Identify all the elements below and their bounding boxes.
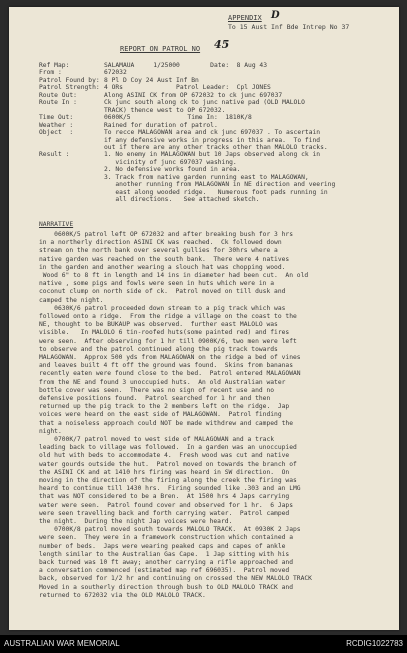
narrative-line: native , some pigs and fowls were seen in huts which were in a (39, 280, 275, 288)
appendix-label: APPENDIX (228, 14, 262, 22)
narrative-line: camped the night. (39, 296, 104, 304)
narrative-line: 0700K/7 patrol moved to west side of MALAGOWAN and a track (39, 436, 275, 443)
narrative-line: visible. In MALOLO 6 tin-roofed huts(some painted red) and fires (39, 329, 290, 337)
narrative-line: coconut clump on north side of ck. Patrol moved on till dusk and (39, 288, 286, 296)
field-label: Route Out: (39, 91, 77, 99)
narrative-line: that was NOT considered to be a Bren. At 1500 hrs 4 Japs carrying (39, 493, 290, 501)
narrative-line: voices were heard on the east side of MALAGOWAN. Patrol finding (39, 411, 282, 419)
narrative-line: number of beds. Japs were wearing peaked caps and capes of ankle (39, 542, 286, 550)
narrative-line: MALAGOWAN. Approx 500 yds from MALAGOWAN on the ridge a bed of vines (39, 354, 301, 361)
field-value: Rained for duration of patrol. (104, 121, 218, 129)
narrative-line: stream on the north bank over several gullies for 30hrs where a (39, 247, 278, 255)
narrative-line: bottle cover was seen. There was no sign of recent use and no (39, 386, 275, 394)
report-title: REPORT ON PATROL NO (120, 45, 201, 53)
narrative-line: water gourds outside the hut. Patrol moved on towards the branch of (39, 460, 297, 468)
field-value: east along wooded ridge. Numerous foot pads running in (104, 188, 328, 196)
narrative-line: NE, thought to be BUKAUP was observed. further east MALOLO was (39, 321, 278, 329)
narrative-line: to observe and the patrol continued along the pig track towards (39, 345, 278, 353)
to-line: To 15 Aust Inf Bde Intrep No 37 (228, 23, 350, 31)
field-label: From : (39, 69, 62, 77)
narrative-line: were seen. They were in a framework construction which contained a (39, 534, 294, 542)
field-value: To recce MALAGOWAN area and ck junc 697037 . To ascertain (104, 129, 321, 137)
narrative-line: from the NE and found 3 unoccupied huts. An old Australian water (39, 378, 286, 386)
narrative-line: old hut with beds to accommodate 4. Fresh wood was cut and native (39, 452, 290, 460)
narrative-line: the ASINI CK and at 1410 hrs firing was heard in SW direction. On (39, 468, 290, 476)
field-value: 1. No enemy in MALAGOWAN but 10 Japs observed along ck in (104, 151, 321, 159)
narrative-line: back turned was 10 ft away; another carrying a rifle approached and (39, 559, 294, 566)
narrative-line: were seen. After observing for 1 hr till 0900K/6, two men were left (39, 337, 297, 345)
narrative-line: 0600K/5 patrol left OP 672032 and after breaking bush for 3 hrs (39, 231, 294, 238)
field-label: Result : (39, 151, 70, 159)
narrative-line: back, observed for 1/2 hr and continuing on crossed the NEW MALOLO TRACK (39, 575, 312, 583)
narrative-line: in the garden and another wearing a slouch hat was chopping wood. (39, 263, 286, 271)
narrative-line: followed onto a ridge. From the ridge a village on the coast to the (39, 313, 297, 320)
document-page (9, 7, 399, 630)
field-value: out if there are any other tracks other than MALOLO tracks. (104, 143, 328, 151)
narrative-line: and leaves built 4 ft off the ground was found. Skins from bananas (39, 362, 294, 370)
narrative-line: 0630K/6 patrol proceeded down stream to a pig track which was (39, 304, 286, 312)
footer-left: AUSTRALIAN WAR MEMORIAL (4, 639, 120, 648)
field-value: Along ASINI CK from OP 672032 to ck junc 697037 (104, 91, 283, 99)
field-label: Object : (39, 129, 74, 137)
narrative-line: a conversation commenced (estimated map ref 696035). Patrol moved (39, 567, 290, 575)
field-value: 8 Pl D Coy 24 Aust Inf Bn (104, 76, 199, 84)
narrative-line: water were seen. Patrol found cover and observed for 1 hr. 6 Japs (39, 501, 294, 509)
narrative-line: Moved in a southerly direction through bush to OLD MALOLO TRACK and (39, 583, 294, 591)
field-label: Time Out: (39, 114, 74, 122)
field-value: 2. No defensive works found in area. (104, 166, 241, 174)
field-value: 4 ORs Patrol Leader: Cpl JONES (104, 84, 271, 92)
field-value: another running from MALAGOWAN in NE direction and veering (104, 181, 336, 189)
archive-footer (0, 635, 407, 653)
narrative-line: returned up the pig track to the 2 members left on the ridge. Jap (39, 403, 290, 411)
field-value: if any defensive works in progress in this area. To find (104, 136, 321, 144)
field-label: Patrol Found by: (39, 76, 100, 84)
footer-right: RCDIG1022783 (346, 639, 403, 648)
field-value: 0600K/5 Time In: 1810K/8 (104, 114, 252, 122)
narrative-line: returned to 672032 via the OLD MALOLO TRACK. (39, 591, 206, 599)
narrative-line: that a noiseless approach could NOT be made withdrew and camped the (39, 419, 294, 427)
appendix-letter: D (271, 10, 280, 21)
narrative-line: heard to continue till 1430 hrs. Firing sounded like .303 and an LMG (39, 485, 301, 493)
narrative-line: 0700K/8 patrol moved south towards MALOLO TRACK. At 0930K 2 Japs (39, 526, 301, 534)
field-label: Ref Map: (39, 62, 70, 69)
field-label: Route In : (39, 99, 77, 107)
narrative-line: defensive positions found. Patrol searched for 1 hr and then (39, 395, 271, 402)
field-value: TRACK) thence west to OP 672032. (104, 106, 226, 114)
report-number: 45 (214, 38, 230, 51)
narrative-line: in a northerly direction ASINI CK was reached. Ck followed down (39, 239, 282, 247)
narrative-line: moving in the direction of the firing along the creek the firing was (39, 477, 297, 484)
narrative-heading: NARRATIVE (39, 221, 74, 228)
narrative-line: leading back to village was followed. In a garden was an unoccupied (39, 444, 297, 452)
field-value: 672032 (104, 69, 127, 77)
narrative-line: were seen travelling back and forth carrying water. Patrol camped (39, 509, 290, 517)
field-value: SALAMAUA 1/25000 Date: 8 Aug 43 (104, 62, 268, 69)
field-value: 3. Track from native garden running east to MALAGOWAN, (104, 173, 309, 181)
field-value: all directions. See attached sketch. (104, 196, 260, 204)
narrative-line: native garden was reached on the south bank. There were 4 natives (39, 255, 290, 263)
narrative-line: recently eaten were found close to the bed. Patrol entered MALAGOWAN (39, 370, 301, 378)
field-label: Patrol Strength: (39, 84, 100, 92)
narrative-line: length similar to the Australian Gas Cape. 1 Jap sitting with his (39, 550, 290, 558)
narrative-line: night. (39, 427, 62, 435)
narrative-line: Wood 6" to 8 ft in length and 14 ins in diameter had been cut. An old (39, 272, 309, 279)
field-value: vicinity of junc 697037 washing. (104, 158, 237, 166)
field-value: Ck junc south along ck to junc native pad (OLD MALOLO (104, 99, 305, 107)
field-label: Weather : (39, 121, 74, 129)
narrative-line: the night. During the night Jap voices were heard. (39, 518, 233, 525)
